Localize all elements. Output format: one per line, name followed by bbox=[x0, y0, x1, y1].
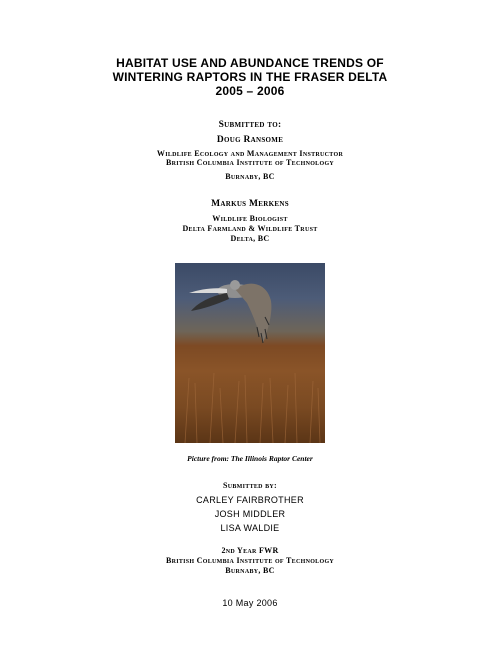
submitted-by-heading: Submitted by: bbox=[222, 481, 278, 490]
recipient-1-name: Doug Ransome bbox=[216, 135, 284, 145]
recipient-2-role: Wildlife Biologist bbox=[212, 214, 288, 223]
recipient-1-location: Burnaby, BC bbox=[225, 172, 275, 181]
recipient-1-org: British Columbia Institute of Technology bbox=[165, 158, 335, 167]
recipient-2-org: Delta Farmland & Wildlife Trust bbox=[182, 224, 318, 233]
title-line-1: HABITAT USE AND ABUNDANCE TRENDS OF bbox=[116, 56, 384, 70]
report-date: 10 May 2006 bbox=[222, 598, 278, 608]
harrier-illustration bbox=[175, 263, 325, 443]
title-line-3: 2005 – 2006 bbox=[215, 84, 285, 98]
author-2: JOSH MIDDLER bbox=[214, 509, 286, 519]
program: 2nd Year FWR bbox=[221, 546, 279, 555]
photo-caption: Picture from: The Illinois Raptor Center bbox=[187, 454, 313, 463]
recipient-2-name: Markus Merkens bbox=[211, 199, 289, 209]
submitter-org: British Columbia Institute of Technology bbox=[165, 556, 335, 565]
submitted-to-heading: Submitted to: bbox=[218, 120, 282, 130]
author-3: LISA WALDIE bbox=[220, 523, 280, 533]
author-1: CARLEY FAIRBROTHER bbox=[196, 495, 304, 505]
title-line-2: WINTERING RAPTORS IN THE FRASER DELTA bbox=[112, 70, 388, 84]
recipient-1-role: Wildlife Ecology and Management Instructor bbox=[156, 149, 344, 158]
submitter-location: Burnaby, BC bbox=[225, 566, 275, 575]
recipient-2-location: Delta, BC bbox=[230, 234, 270, 243]
harrier-photo bbox=[175, 263, 325, 443]
